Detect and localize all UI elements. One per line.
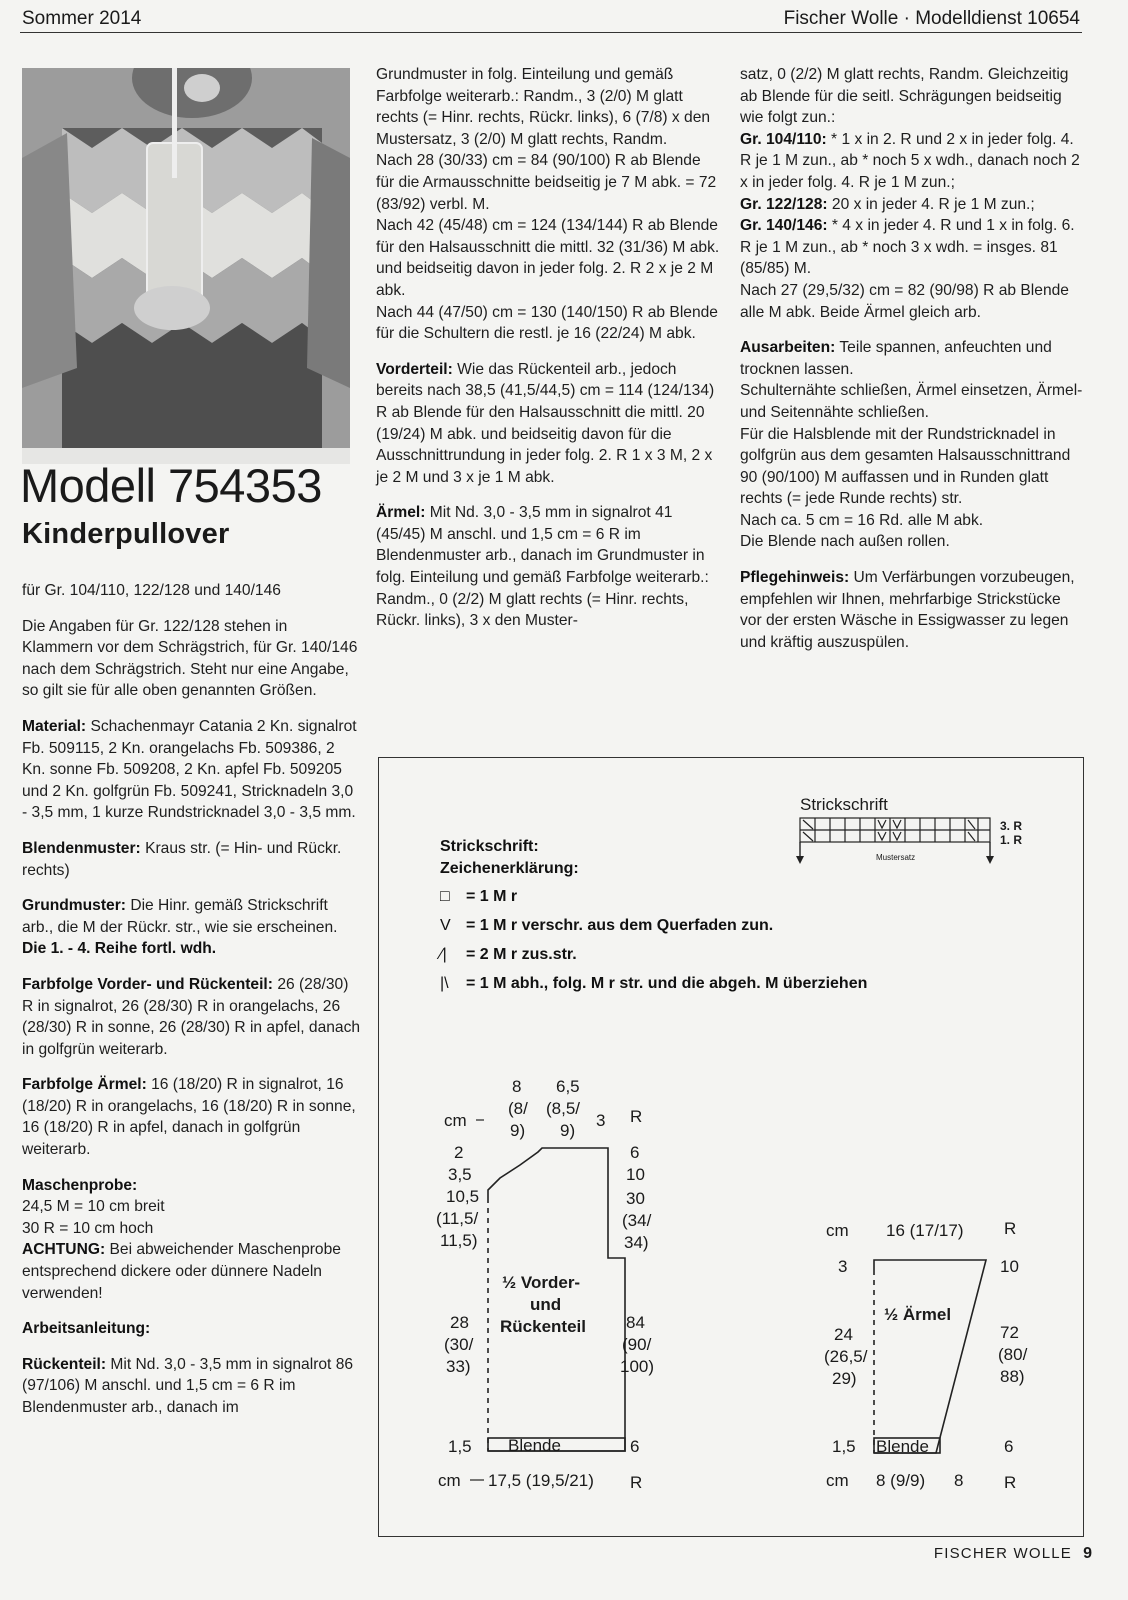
- sleeve-label: ½ Ärmel: [884, 1305, 952, 1324]
- header-rule: [20, 32, 1082, 33]
- material-section: [22, 716, 362, 824]
- body-right-10: 10: [626, 1165, 645, 1184]
- body-blende-label: Blende: [508, 1436, 561, 1455]
- knitting-chart: [790, 790, 1040, 870]
- blende-label: Blendenmuster:: [22, 839, 141, 857]
- body-top-w1: 8: [512, 1077, 522, 1096]
- body-bottom-width: 17,5 (19,5/21): [488, 1471, 594, 1490]
- model-title: Modell 754353: [20, 459, 322, 512]
- body-label-1: ½ Vorder-: [502, 1273, 581, 1292]
- legend-item-skp: [440, 975, 867, 993]
- body-right-100: 100): [620, 1357, 655, 1376]
- size-2-label: Gr. 122/128:: [740, 195, 828, 213]
- sweater-illustration: [22, 68, 350, 464]
- body-schematic: [420, 1070, 680, 1500]
- chart-row-1-label: 1. R: [1000, 833, 1023, 847]
- grund-text: Die Hinr. gemäß Strickschrift arb., die M der Rückr. str., wie sie erscheinen.: [22, 897, 338, 936]
- sizes-line: für Gr. 104/110, 122/128 und 140/146: [22, 582, 281, 599]
- arbeit-label: Arbeitsanleitung:: [22, 1320, 151, 1338]
- body-left-28: 28: [450, 1313, 469, 1332]
- body-left-3-5: 3,5: [448, 1165, 472, 1184]
- body-cm-top: cm: [444, 1111, 467, 1130]
- aermel-text: Mit Nd. 3,0 - 3,5 mm in signalrot 41 (45/45) M anschl. und 1,5 cm = 6 R im Blendenmuster arb., danach im Grundmuster in folg. Einteilung und gemäß Farbfolge weiterarb.: Randm., 0 (2/2) M glatt rechts (= Hinr. rechts, Rückr. links), 3 x den Muster-: [376, 504, 709, 630]
- ausarbeiten-label: Ausarbeiten:: [740, 339, 836, 357]
- vorder-section: [376, 359, 721, 489]
- body-right-34a: (34/: [622, 1211, 652, 1230]
- grund-section: [22, 895, 362, 960]
- farb-a-label: Farbfolge Ärmel:: [22, 1076, 147, 1094]
- probe-label: Maschenprobe:: [22, 1176, 138, 1194]
- ruecken-section: [22, 1354, 362, 1419]
- sleeve-cm-bottom: cm: [826, 1471, 849, 1490]
- body-label-3: Rückenteil: [500, 1317, 586, 1336]
- col2-para-1: Grundmuster in folg. Einteilung und gemäß Farbfolge weiterarb.: Randm., 3 (2/0) M glatt rechts (= Hinr. rechts, Rückr. links), 6 (7/8) x den Mustersatz, 3 (2/0) M glatt rechts, Randm.: [376, 66, 711, 148]
- aermel-section: [376, 502, 721, 632]
- probe-warning-label: ACHTUNG:: [22, 1241, 106, 1259]
- sleeve-r-top: R: [1004, 1219, 1017, 1238]
- chart-grid: [800, 818, 990, 842]
- material-label: Material:: [22, 717, 87, 735]
- pflege-label: Pflegehinweis:: [740, 569, 850, 587]
- sleeve-outline: [874, 1260, 986, 1453]
- vorder-text: Wie das Rückenteil arb., jedoch bereits nach 38,5 (41,5/44,5) cm = 114 (124/134) R ab Blende für den Halsausschnitt die mittl. 20 (19/24) M abk. und beidseitig davon für die Ausschnittrundung in jeder folg. 2. R 1 x 3 M, 2 x je 2 M und 3 x je 1 M abk.: [376, 360, 715, 486]
- size-3-label: Gr. 140/146:: [740, 217, 828, 235]
- probe-line-2: 30 R = 10 cm hoch: [22, 1219, 154, 1237]
- aermel-label: Ärmel:: [376, 504, 426, 522]
- arbeit-heading: [22, 1318, 362, 1340]
- size-3-section: [740, 215, 1085, 280]
- repeat-left-arrow-icon: [796, 856, 804, 864]
- knit-symbol-icon: □: [440, 888, 450, 905]
- body-top-w3: 3: [596, 1111, 606, 1130]
- farb-vr-text: 26 (28/30) R in signalrot, 26 (28/30) R in orangelachs, 26 (28/30) R in sonne, 26 (28/30) R in apfel, danach in golfgrün weiterarb.: [22, 975, 361, 1058]
- blende-section: [22, 838, 362, 881]
- sleeve-top-width: 16 (17/17): [886, 1221, 964, 1240]
- sleeve-left-26-5: (26,5/: [824, 1347, 868, 1366]
- pflege-section: [740, 567, 1085, 653]
- size-3-text: * 4 x in jeder 4. R und 1 x in folg. 6. R je 1 M zun., ab * noch 3 x wdh. = insges. 81 (85/85) M.: [740, 217, 1075, 278]
- size-2-section: [740, 194, 1085, 216]
- instructions-column-2: [376, 64, 721, 646]
- col3-para-2: Nach 27 (29,5/32) cm = 82 (90/98) R ab Blende alle M abk. Beide Ärmel gleich arb.: [740, 281, 1069, 321]
- body-top-w2: 6,5: [556, 1077, 580, 1096]
- body-left-11-5b: 11,5): [440, 1231, 478, 1250]
- col2-para-4: Nach 44 (47/50) cm = 130 (140/150) R ab Blende für die Schultern die restl. je 16 (22/24) M abk.: [376, 303, 718, 343]
- body-top-w2c: 9): [560, 1121, 576, 1140]
- body-right-84: 84: [626, 1313, 645, 1332]
- body-left-10-5: 10,5: [446, 1187, 480, 1206]
- body-r-top: R: [630, 1107, 643, 1126]
- ruecken-text: Mit Nd. 3,0 - 3,5 mm in signalrot 86 (97/106) M anschl. und 1,5 cm = 6 R im Blendenmuster arb., danach im: [22, 1355, 354, 1416]
- legend-item-increase: [440, 917, 773, 935]
- probe-heading: [22, 1175, 362, 1197]
- chart-row-3-label: 3. R: [1000, 819, 1023, 833]
- farb-vr-section: [22, 974, 362, 1060]
- legend-item-k2tog: [440, 946, 577, 964]
- sleeve-schematic: [818, 1210, 1058, 1500]
- sleeve-right-88: 88): [1000, 1367, 1025, 1386]
- sleeve-bottom-2: 8: [954, 1471, 964, 1490]
- legend-title-2: Zeichenerklärung:: [440, 860, 579, 877]
- ruecken-label: Rückenteil:: [22, 1355, 107, 1373]
- sleeve-blende-label: Blende: [876, 1437, 929, 1456]
- model-subtitle: Kinderpullover: [22, 518, 230, 550]
- size-1-label: Gr. 104/110:: [740, 130, 827, 148]
- grund-repeat: Die 1. - 4. Reihe fortl. wdh.: [22, 940, 217, 958]
- legend-increase-text: = 1 M r verschr. aus dem Querfaden zun.: [466, 917, 774, 934]
- page-number: 9: [1083, 1545, 1092, 1562]
- k2tog-symbol-icon: ⁄|: [440, 946, 447, 963]
- instructions-column-1: [22, 580, 362, 1433]
- legend-knit-text: = 1 M r: [466, 888, 518, 905]
- pflege-text: Um Verfärbungen vorzubeugen, empfehlen wir Ihnen, mehrfarbige Strickstücke vor der ersten Wäsche in Essigwasser zu legen und kräftig auszuspülen.: [740, 569, 1075, 651]
- size-2-text: 20 x in jeder 4. R je 1 M zun.;: [831, 195, 1035, 213]
- probe-warning: [22, 1239, 362, 1304]
- farb-vr-label: Farbfolge Vorder- und Rückenteil:: [22, 975, 273, 993]
- body-left-2: 2: [454, 1143, 464, 1162]
- increase-symbol-icon: V: [440, 917, 451, 934]
- sleeve-r-bottom: R: [1004, 1473, 1017, 1492]
- probe-warning-text: Bei abweichender Maschenprobe entsprechend dickere oder dünnere Nadeln verwenden!: [22, 1241, 341, 1302]
- body-left-11-5a: (11,5/: [436, 1209, 479, 1228]
- probe-line-1: 24,5 M = 10 cm breit: [22, 1198, 165, 1216]
- body-right-30: 30: [626, 1189, 645, 1208]
- sleeve-left-1-5: 1,5: [832, 1437, 856, 1456]
- skp-symbol-icon: |\: [440, 975, 449, 992]
- body-left-30: (30/: [444, 1335, 474, 1354]
- body-right-90: (90/: [622, 1335, 652, 1354]
- sleeve-left-29: 29): [832, 1369, 857, 1388]
- body-top-w2b: (8,5/: [546, 1099, 581, 1118]
- col2-para-2: Nach 28 (30/33) cm = 84 (90/100) R ab Blende für die Armausschnitte beidseitig je 7 M abk. = 72 (83/92) verbl. M.: [376, 152, 717, 213]
- col3-para-1: satz, 0 (2/2) M glatt rechts, Randm. Gleichzeitig ab Blende für die seitl. Schrägungen beidseitig wie folgt zun.:: [740, 66, 1069, 127]
- issue-date: Sommer 2014: [22, 8, 142, 29]
- farb-a-text: 16 (18/20) R in signalrot, 16 (18/20) R in orangelachs, 16 (18/20) R in sonne, 16 (18/20) R in apfel, danach in golfgrün weiterarb.: [22, 1076, 356, 1159]
- blende-text: Kraus str. (= Hin- und Rückr. rechts): [22, 839, 342, 879]
- instructions-column-3: [740, 64, 1085, 667]
- body-top-w1b: (8/: [508, 1099, 528, 1118]
- sleeve-bottom-1: 8 (9/9): [876, 1471, 926, 1490]
- publication-title: Fischer Wolle · Modelldienst 10654: [783, 8, 1080, 29]
- body-left-1-5: 1,5: [448, 1437, 472, 1456]
- body-right-6b: 6: [630, 1437, 640, 1456]
- farb-a-section: [22, 1074, 362, 1160]
- grund-label: Grundmuster:: [22, 897, 126, 915]
- model-photo: [22, 68, 350, 464]
- col2-para-3: Nach 42 (45/48) cm = 124 (134/144) R ab Blende für den Halsausschnitt die mittl. 32 (31/36) M abk. und beidseitig davon in jeder folg. 2. R 2 x je 2 M abk.: [376, 217, 720, 299]
- legend-skp-text: = 1 M abh., folg. M r str. und die abgeh. M überziehen: [466, 975, 868, 992]
- body-label-2: und: [530, 1295, 562, 1314]
- material-text: Schachenmayr Catania 2 Kn. signalrot Fb. 509115, 2 Kn. orangelachs Fb. 509386, 2 Kn. sonne Fb. 509208, 2 Kn. apfel Fb. 509205 und 2 Kn. golfgrün Fb. 509241, Stricknadeln 3,0 - 3,5 mm, 1 kurze Rundstricknadel 3,0 - 3,5 mm.: [22, 717, 357, 822]
- sleeve-right-6: 6: [1004, 1437, 1014, 1456]
- sleeve-right-10: 10: [1000, 1257, 1019, 1276]
- sleeve-left-24: 24: [834, 1325, 853, 1344]
- legend-item-knit: [440, 888, 517, 906]
- vorder-label: Vorderteil:: [376, 360, 453, 378]
- body-right-6: 6: [630, 1143, 640, 1162]
- body-left-33: 33): [446, 1357, 471, 1376]
- sleeve-right-72: 72: [1000, 1323, 1019, 1342]
- sleeve-cm-top: cm: [826, 1221, 849, 1240]
- repeat-right-arrow-icon: [986, 856, 994, 864]
- sleeve-right-80: (80/: [998, 1345, 1028, 1364]
- ausarbeiten-text: Teile spannen, anfeuchten und trocknen lassen. Schulternähte schließen, Ärmel einsetzen, Ärmel- und Seitennähte schließen. Für die Halsblende mit der Rundstricknadel in golfgrün aus dem gesamten Halsausschnittrand 90 (90/100) M auffassen und in Runden glatt rechts (= jede Runde rechts) str. Nach ca. 5 cm = 16 Rd. alle M abk. Die Blende nach außen rollen.: [740, 339, 1083, 551]
- body-top-w1c: 9): [510, 1121, 526, 1140]
- body-right-34b: 34): [624, 1233, 649, 1252]
- size-1-section: [740, 129, 1085, 194]
- legend-title-1: Strickschrift:: [440, 838, 539, 855]
- size-1-text: * 1 x in 2. R und 2 x in jeder folg. 4. R je 1 M zun., ab * noch 5 x wdh., danach noch 2 x in jeder folg. 4. R je 1 M zun.;: [740, 130, 1080, 191]
- chart-title: Strickschrift: [800, 795, 888, 814]
- chart-repeat-label: Mustersatz: [876, 853, 916, 862]
- legend-k2tog-text: = 2 M r zus.str.: [466, 946, 577, 963]
- body-r-bottom: R: [630, 1473, 643, 1492]
- sleeve-left-3: 3: [838, 1257, 848, 1276]
- ausarbeiten-section: [740, 337, 1085, 553]
- body-cm-bottom: cm: [438, 1471, 461, 1490]
- footer-brand: FISCHER WOLLE: [933, 1545, 1072, 1562]
- sizes-note: Die Angaben für Gr. 122/128 stehen in Klammern vor dem Schrägstrich, für Gr. 140/146 nach dem Schrägstrich. Steht nur eine Angabe, so gilt sie für alle oben genannten Größen.: [22, 617, 358, 700]
